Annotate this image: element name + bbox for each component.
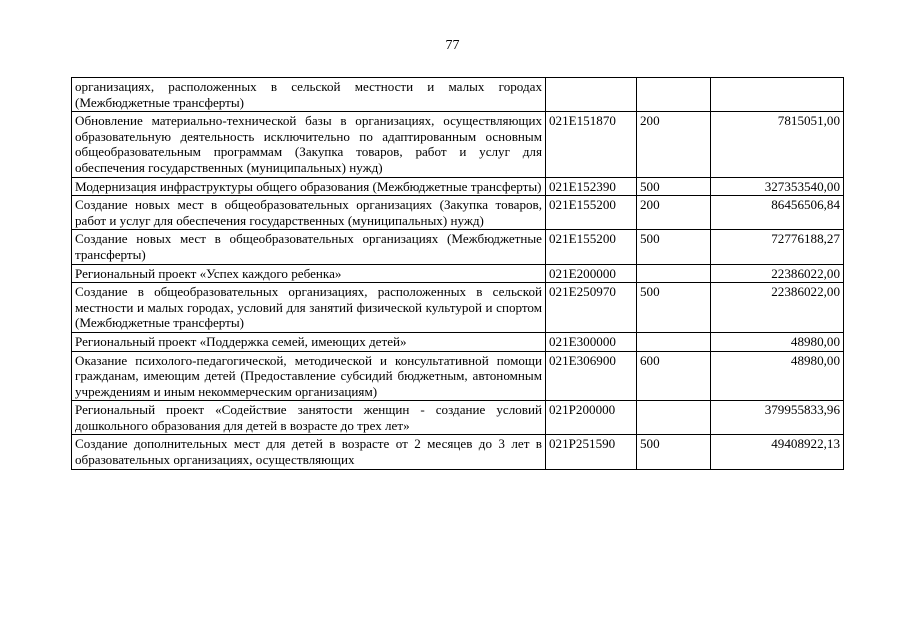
table-row	[72, 351, 844, 401]
row-name: организациях, расположенных в сельской местности и малых городах (Межбюджетные трансферты)	[72, 78, 546, 112]
row-name: Региональный проект «Успех каждого ребенка»	[72, 264, 546, 283]
table-row	[72, 112, 844, 177]
row-expense-type: 600	[637, 351, 711, 401]
table-row	[72, 283, 844, 333]
table-row	[72, 435, 844, 469]
table-row	[72, 264, 844, 283]
row-expense-type: 200	[637, 112, 711, 177]
row-expense-type: 500	[637, 177, 711, 196]
row-name: Создание новых мест в общеобразовательных организациях (Закупка товаров, работ и услуг для обеспечения государственных (муниципальных) нужд)	[72, 196, 546, 230]
table-row	[72, 177, 844, 196]
row-amount: 22386022,00	[711, 283, 844, 333]
row-expense-type: 500	[637, 230, 711, 264]
table-row	[72, 332, 844, 351]
row-expense-type	[637, 264, 711, 283]
row-amount: 48980,00	[711, 332, 844, 351]
row-amount: 327353540,00	[711, 177, 844, 196]
page-number: 77	[445, 38, 460, 53]
row-code: 021E200000	[546, 264, 637, 283]
row-amount: 49408922,13	[711, 435, 844, 469]
row-amount: 72776188,27	[711, 230, 844, 264]
row-code	[546, 78, 637, 112]
row-amount: 7815051,00	[711, 112, 844, 177]
budget-table	[71, 77, 844, 470]
row-expense-type: 500	[637, 283, 711, 333]
row-code: 021E155200	[546, 196, 637, 230]
row-name: Региональный проект «Содействие занятости женщин - создание условий дошкольного образования для детей в возрасте до трех лет»	[72, 401, 546, 435]
table-row	[72, 196, 844, 230]
row-name: Модернизация инфраструктуры общего образования (Межбюджетные трансферты)	[72, 177, 546, 196]
row-expense-type	[637, 401, 711, 435]
row-expense-type	[637, 332, 711, 351]
row-amount	[711, 78, 844, 112]
row-name: Оказание психолого-педагогической, методической и консультативной помощи гражданам, имеющим детей (Предоставление субсидий бюджетным, автономным учреждениям и иным некоммерческим организациям)	[72, 351, 546, 401]
row-name: Обновление материально-технической базы в организациях, осуществляющих образовательную деятельность исключительно по адаптированным основным общеобразовательным программам (Закупка товаров, работ и услуг для обеспечения государственных (муниципальных) нужд)	[72, 112, 546, 177]
row-code: 021E152390	[546, 177, 637, 196]
row-expense-type: 500	[637, 435, 711, 469]
table-row	[72, 401, 844, 435]
row-code: 021P251590	[546, 435, 637, 469]
row-amount: 22386022,00	[711, 264, 844, 283]
table-row	[72, 78, 844, 112]
row-amount: 379955833,96	[711, 401, 844, 435]
row-code: 021E300000	[546, 332, 637, 351]
row-name: Создание дополнительных мест для детей в возрасте от 2 месяцев до 3 лет в образовательных организациях, осуществляющих	[72, 435, 546, 469]
row-code: 021E250970	[546, 283, 637, 333]
row-code: 021E306900	[546, 351, 637, 401]
row-code: 021E155200	[546, 230, 637, 264]
row-code: 021E151870	[546, 112, 637, 177]
row-amount: 48980,00	[711, 351, 844, 401]
row-expense-type: 200	[637, 196, 711, 230]
row-amount: 86456506,84	[711, 196, 844, 230]
row-expense-type	[637, 78, 711, 112]
row-name: Создание новых мест в общеобразовательных организациях (Межбюджетные трансферты)	[72, 230, 546, 264]
row-code: 021P200000	[546, 401, 637, 435]
row-name: Региональный проект «Поддержка семей, имеющих детей»	[72, 332, 546, 351]
row-name: Создание в общеобразовательных организациях, расположенных в сельской местности и малых городах, условий для занятий физической культурой и спортом (Межбюджетные трансферты)	[72, 283, 546, 333]
table-row	[72, 230, 844, 264]
